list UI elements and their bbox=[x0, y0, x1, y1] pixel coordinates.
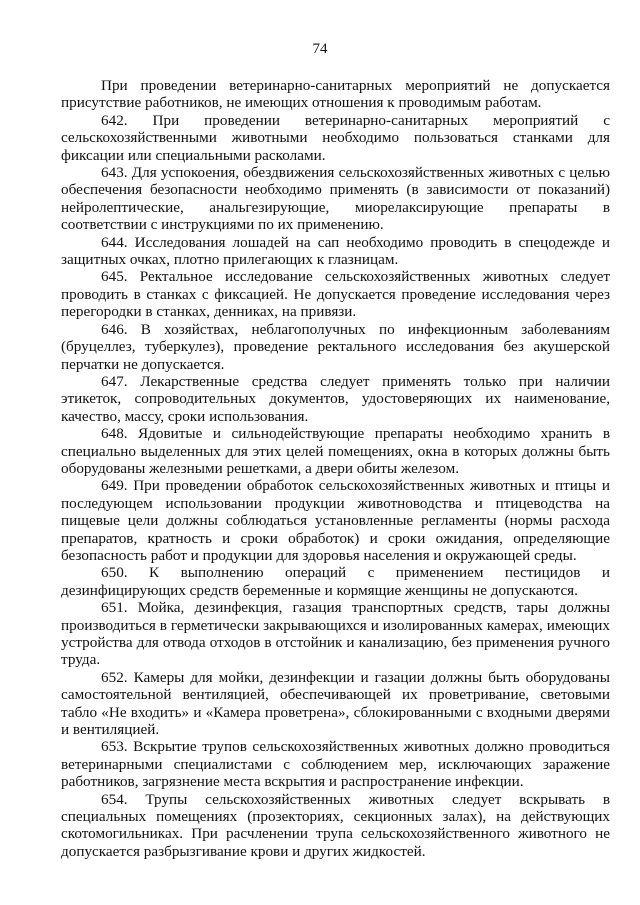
document-body bbox=[61, 77, 610, 860]
paragraph-651: 651. Мойка, дезинфекция, газация транспортных средств, тары должны производиться в герметически закрывающихся и изолированных камерах, имеющих устройства для отвода отходов в отстойник и канализацию, без применения ручного труда. bbox=[61, 599, 610, 669]
paragraph-646: 646. В хозяйствах, неблагополучных по инфекционным заболеваниям (бруцеллез, туберкулез), проведение ректального исследования без акушерской перчатки не допускается. bbox=[61, 320, 610, 373]
paragraph-652: 652. Камеры для мойки, дезинфекции и газации должны быть оборудованы самостоятельной вентиляцией, обеспечивающей их проветривание, световыми табло «Не входить» и «Камера проветрена», сблокированными с входными дверями и вентиляцией. bbox=[61, 668, 610, 739]
paragraph-643: 643. Для успокоения, обездвижения сельскохозяйственных животных с целью обеспечения безопасности необходимо применять (в зависимости от показаний) нейролептические, анальгезирующие, миорелаксирующие препараты в соответствии с инструкциями по их применению. bbox=[61, 164, 610, 234]
paragraph-644: 644. Исследования лошадей на сап необходимо проводить в спецодежде и защитных очках, плотно прилегающих к глазницам. bbox=[61, 233, 610, 269]
paragraph-647: 647. Лекарственные средства следует применять только при наличии этикеток, сопроводительных документов, удостоверяющих их наименование, качество, массу, сроки использования. bbox=[61, 372, 610, 425]
paragraph-654: 654. Трупы сельскохозяйственных животных следует вскрывать в специальных помещениях (прозекториях, секционных залах), на действующих скотомогильниках. При расчленении трупа сельскохозяйственного животного не допускается разбрызгивание крови и других жидкостей. bbox=[61, 790, 610, 860]
paragraph-641-continuation: При проведении ветеринарно-санитарных мероприятий не допускается присутствие работников, не имеющих отношения к проводимым работам. bbox=[61, 77, 610, 112]
paragraph-650: 650. К выполнению операций с применением пестицидов и дезинфицирующих средств беременные и кормящие женщины не допускаются. bbox=[61, 564, 610, 599]
paragraph-645: 645. Ректальное исследование сельскохозяйственных животных следует проводить в станках с фиксацией. Не допускается проведение исследования через перегородки в станках, денниках, на привязи. bbox=[61, 268, 610, 321]
paragraph-649: 649. При проведении обработок сельскохозяйственных животных и птицы и последующем использовании продукции животноводства и птицеводства на пищевые цели должны соблюдаться установленные регламенты (нормы расхода препаратов, кратность и сроки обработок) и сроки ожидания, определяющие безопасность работ и продукции для здоровья населения и окружающей среды. bbox=[61, 477, 610, 564]
paragraph-653: 653. Вскрытие трупов сельскохозяйственных животных должно проводиться ветеринарными специалистами с соблюдением мер, исключающих заражение работников, загрязнение места вскрытия и распространение инфекции. bbox=[61, 738, 610, 791]
paragraph-648: 648. Ядовитые и сильнодействующие препараты необходимо хранить в специально выделенных для этих целей помещениях, окна в которых должны быть оборудованы железными решетками, а двери обиты железом. bbox=[61, 425, 610, 477]
page-number: 74 bbox=[312, 41, 328, 57]
paragraph-642: 642. При проведении ветеринарно-санитарных мероприятий с сельскохозяйственными животными необходимо пользоваться станками для фиксации или специальными расколами. bbox=[61, 111, 610, 164]
